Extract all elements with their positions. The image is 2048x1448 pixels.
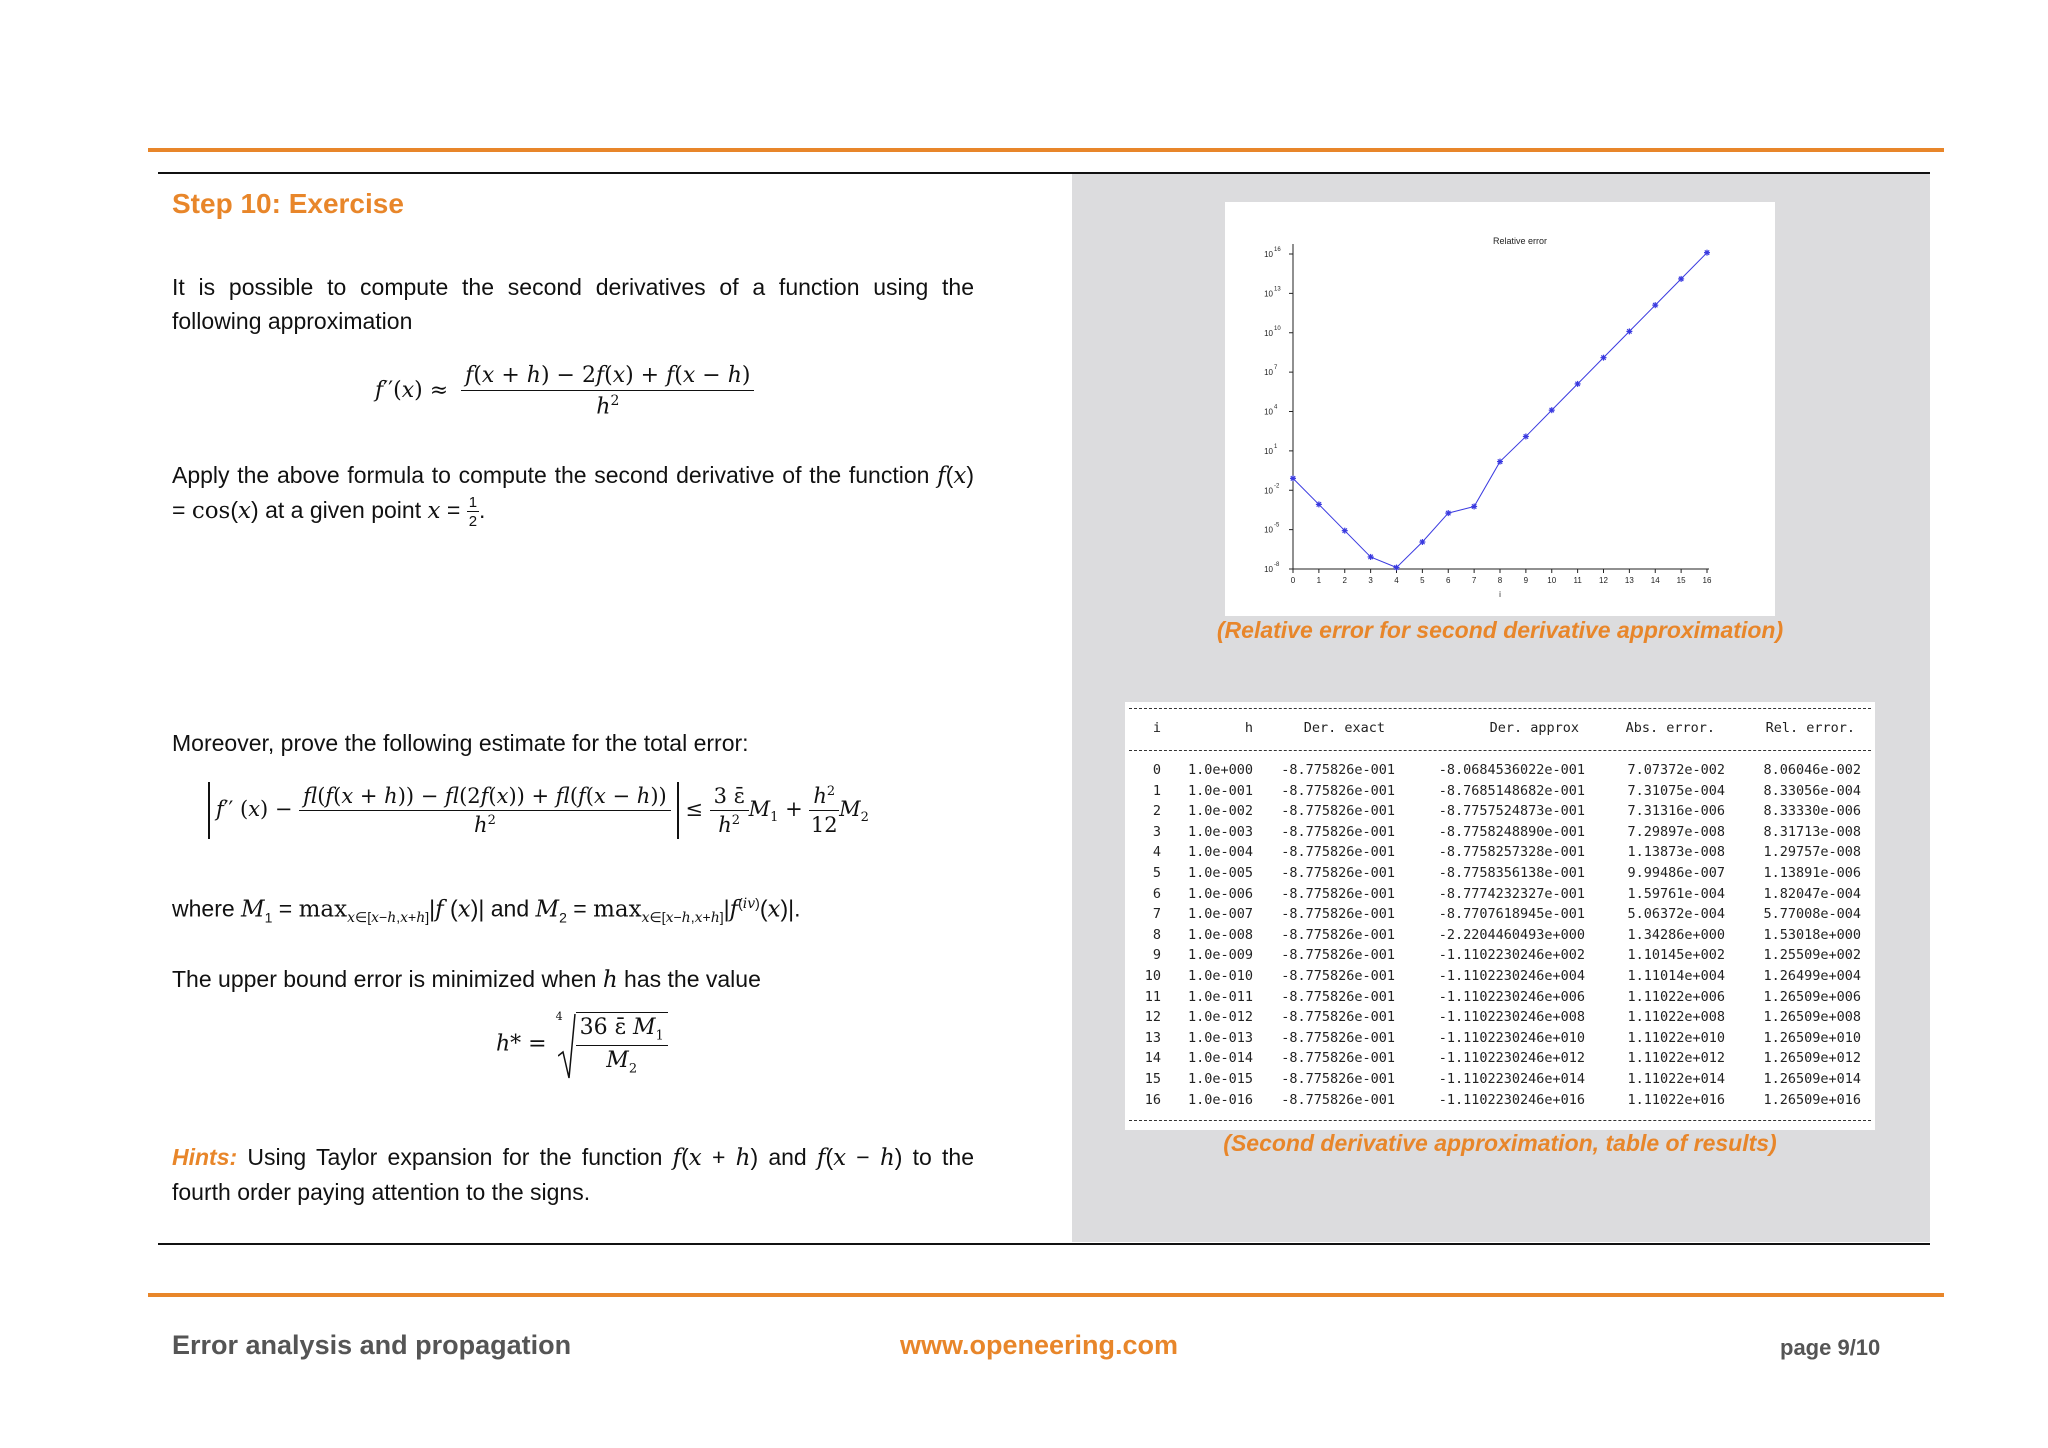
radical-icon	[558, 1012, 576, 1082]
table-cell: 1.11022e+016	[1627, 1091, 1725, 1108]
hints-and-text: and	[768, 1144, 807, 1170]
table-cell: 1.10145e+002	[1627, 947, 1725, 964]
table-cell: 1.26509e+008	[1763, 1009, 1861, 1026]
table-cell: 1.11022e+010	[1627, 1029, 1725, 1046]
x-tick-label: 2	[1342, 576, 1347, 585]
formula-second-derivative: f′′(x) ≈ $\frac{f(x + h) - 2f(x) + f(x - h)}{h^2}$	[375, 363, 754, 419]
table-cell: 5.06372e-004	[1627, 906, 1725, 923]
table-cell: 1.26509e+006	[1763, 988, 1861, 1005]
table-cell: 10	[1144, 968, 1161, 984]
table-row	[1125, 803, 1875, 823]
table-header-cell: i	[1152, 720, 1161, 736]
table-cell: 1.0e-014	[1187, 1050, 1253, 1067]
data-point	[1290, 475, 1296, 481]
table-cell: 1.82047e-004	[1763, 885, 1861, 902]
data-point	[1575, 381, 1581, 387]
where-paragraph: where $M_1 = \max_{x\in[x-h,x+h]}|f$ (x)| and $M_2 = \max_{x\in[x-h,x+h]}|f^{(iv)}(x)|$.	[172, 895, 801, 927]
table-cell: 1.26509e+016	[1763, 1091, 1861, 1108]
table-row	[1125, 927, 1875, 947]
data-point	[1419, 539, 1425, 545]
table-row	[1125, 865, 1875, 885]
table-cell: 1.13891e-006	[1763, 865, 1861, 881]
table-cell: 0	[1152, 762, 1161, 778]
upper-bound-text-2: has the value	[624, 966, 761, 992]
table-cell: 1.0e-004	[1187, 844, 1253, 861]
table-header-cell: Abs. error.	[1625, 720, 1715, 736]
data-point	[1316, 501, 1322, 507]
table-cell: 1.11022e+008	[1627, 1009, 1725, 1026]
formula-error-estimate: f′′ (x) − $\frac{fl(f(x + h)) - fl(2f(x)) + fl(f(x - h))}{h^2}$ ≤ $\frac{3 \varepsilon̄}{h^2}$ $M_1$ + $\frac{h^2}{12}$ $M_2$	[208, 782, 869, 839]
table-cell: -8.775826e-001	[1281, 1050, 1395, 1067]
table-cell: 7.07372e-002	[1627, 762, 1725, 778]
footer-rule	[148, 1293, 1944, 1297]
table-cell: 8.33056e-004	[1763, 782, 1861, 799]
table-row	[1125, 989, 1875, 1009]
content-bottom-rule	[158, 1243, 1930, 1245]
table-cell: -2.2204460493e+000	[1438, 926, 1585, 943]
table-cell: -8.775826e-001	[1281, 782, 1395, 799]
hints-label: Hints:	[172, 1144, 238, 1170]
data-point	[1704, 250, 1710, 256]
table-cell: 7.31316e-006	[1627, 803, 1725, 820]
x-tick-label: 15	[1676, 576, 1686, 585]
y-tick-label: 10	[1264, 565, 1273, 574]
table-cell: 1.0e-015	[1187, 1071, 1253, 1087]
table-cell: -8.7757524873e-001	[1438, 803, 1585, 820]
y-tick-label: 10	[1264, 368, 1273, 378]
table-cell: -8.775826e-001	[1281, 823, 1395, 840]
table-row	[1125, 762, 1875, 782]
where-text: where	[172, 895, 235, 922]
x-tick-label: 3	[1368, 576, 1373, 585]
table-row	[1125, 1009, 1875, 1029]
table-cell: 15	[1144, 1071, 1161, 1087]
table-row	[1125, 886, 1875, 906]
x-tick-label: 16	[1702, 576, 1712, 585]
results-table	[1125, 702, 1875, 1130]
and-text: and	[490, 895, 530, 922]
intro-text: It is possible to compute the second derivatives of a function using the following approximation	[172, 274, 974, 334]
data-point	[1445, 510, 1451, 516]
table-cell: -8.775826e-001	[1281, 865, 1395, 881]
x-tick-label: 11	[1573, 576, 1582, 585]
table-cell: 5.77008e-004	[1763, 906, 1861, 923]
table-cell: 1.26499e+004	[1763, 968, 1861, 984]
table-cell: 1.0e-009	[1187, 947, 1253, 964]
table-row	[1125, 906, 1875, 926]
table-cell: 1	[1152, 782, 1161, 799]
table-cell: 13	[1144, 1029, 1161, 1046]
x-tick-label: 8	[1497, 576, 1503, 585]
table-cell: 1.0e-006	[1187, 885, 1253, 902]
table-cell: 1.0e-012	[1187, 1009, 1253, 1026]
table-header-cell: Der. approx	[1489, 720, 1579, 736]
y-tick-exponent: 7	[1274, 365, 1278, 372]
apply-text-2: at a given point	[265, 497, 422, 523]
data-point	[1601, 355, 1607, 361]
table-cell: 1.59761e-004	[1627, 885, 1725, 902]
page-number: page 9/10	[1780, 1335, 1881, 1360]
x-tick-label: 4	[1394, 576, 1399, 585]
table-cell: 1.29757e-008	[1763, 844, 1861, 861]
table-cell: -1.1102230246e+002	[1438, 947, 1585, 964]
table-cell: 1.0e-007	[1187, 906, 1253, 923]
table-cell: -8.775826e-001	[1281, 968, 1395, 984]
table-cell: 1.0e-011	[1187, 988, 1253, 1005]
x-tick-label: 0	[1290, 576, 1296, 585]
table-cell: 1.0e-016	[1187, 1091, 1253, 1108]
x-tick-label: 13	[1624, 576, 1634, 585]
table-cell: -8.7774232327e-001	[1438, 885, 1585, 902]
y-tick-exponent: -5	[1274, 522, 1280, 529]
x-axis-label: i	[1499, 590, 1501, 599]
relative-error-chart	[1225, 202, 1775, 616]
y-tick-exponent: 10	[1274, 325, 1281, 332]
table-cell: 1.53018e+000	[1763, 926, 1861, 943]
y-tick-exponent: 16	[1274, 247, 1281, 253]
table-cell: 4	[1152, 844, 1161, 861]
table-row	[1125, 824, 1875, 844]
intro-paragraph	[172, 270, 974, 338]
table-row	[1125, 1030, 1875, 1050]
table-rule-header	[1129, 750, 1871, 751]
footer-website-link[interactable]: www.openeering.com	[900, 1330, 1179, 1360]
table-header-cell: Rel. error.	[1765, 720, 1855, 736]
x-tick-label: 7	[1471, 576, 1477, 585]
table-cell: -8.775826e-001	[1281, 1029, 1395, 1046]
table-cell: -8.775826e-001	[1281, 1091, 1395, 1108]
table-cell: 6	[1152, 885, 1161, 902]
table-rule-bottom	[1129, 1120, 1871, 1121]
data-point	[1497, 459, 1503, 465]
table-cell: 14	[1144, 1050, 1161, 1067]
table-cell: 1.26509e+012	[1763, 1050, 1861, 1067]
table-cell: 1.25509e+002	[1763, 947, 1861, 964]
table-row	[1125, 1050, 1875, 1070]
table-cell: 1.0e+000	[1187, 762, 1253, 778]
hints-to-text: to	[912, 1144, 932, 1170]
table-header-cell: Der. exact	[1303, 720, 1385, 736]
table-row	[1125, 1071, 1875, 1091]
table-cell: 1.0e-008	[1187, 926, 1253, 943]
table-cell: -8.7758356138e-001	[1438, 865, 1585, 881]
table-row	[1125, 844, 1875, 864]
table-row	[1125, 783, 1875, 803]
hints-paragraph: Hints: Using Taylor expansion for the function f(x + h) and f(x − h) to the fourth order paying attention to the signs.	[172, 1144, 975, 1205]
apply-text: Apply the above formula to compute the second derivative of the function	[172, 462, 930, 488]
table-cell: -8.775826e-001	[1281, 803, 1395, 820]
table-cell: -1.1102230246e+004	[1438, 968, 1585, 984]
table-cell: -8.775826e-001	[1281, 762, 1395, 778]
table-cell: 8.31713e-008	[1763, 823, 1861, 840]
moreover-text: Moreover, prove the following estimate for the total error:	[172, 730, 749, 756]
table-cell: 1.11022e+014	[1627, 1071, 1725, 1087]
table-cell: -8.775826e-001	[1281, 926, 1395, 943]
table-cell: -8.7758257328e-001	[1438, 844, 1585, 861]
y-tick-label: 10	[1264, 289, 1273, 299]
y-tick-label: 10	[1264, 250, 1273, 259]
table-cell: 7	[1152, 906, 1161, 923]
table-cell: 1.0e-001	[1187, 782, 1253, 799]
footer-title: Error analysis and propagation	[172, 1330, 572, 1360]
table-cell: 2	[1152, 803, 1161, 820]
header-rule	[148, 148, 1944, 152]
table-cell: 7.29897e-008	[1627, 823, 1725, 840]
table-cell: 9.99486e-007	[1627, 865, 1725, 881]
plot-caption: (Relative error for second derivative approximation)	[1216, 617, 1784, 643]
y-tick-label: 10	[1264, 486, 1273, 496]
y-tick-exponent: 1	[1274, 443, 1278, 450]
table-cell: -8.7707618945e-001	[1438, 906, 1585, 923]
table-cell: -8.775826e-001	[1281, 906, 1395, 923]
page-title: Step 10: Exercise	[172, 188, 404, 219]
table-cell: 1.11022e+012	[1627, 1050, 1725, 1067]
table-cell: -8.7685148682e-001	[1438, 782, 1585, 799]
table-cell: 3	[1152, 823, 1161, 840]
table-cell: -1.1102230246e+010	[1438, 1029, 1585, 1046]
table-cell: -8.775826e-001	[1281, 988, 1395, 1005]
x-tick-label: 10	[1547, 576, 1557, 585]
x-tick-label: 14	[1650, 576, 1660, 585]
apply-paragraph: Apply the above formula to compute the second derivative of the function f(x) = cos(x) at a given point x = $\frac{1}{2}$ .	[172, 462, 974, 530]
table-cell: 8.06046e-002	[1763, 762, 1861, 778]
table-cell: 8.33330e-006	[1763, 803, 1861, 820]
table-cell: 1.0e-003	[1187, 823, 1253, 840]
table-cell: 1.13873e-008	[1627, 844, 1725, 861]
upper-bound-paragraph: The upper bound error is minimized when h has the value	[172, 966, 761, 993]
table-cell: 5	[1152, 865, 1161, 881]
table-row	[1125, 947, 1875, 967]
x-tick-label: 9	[1523, 576, 1529, 585]
series-line	[1293, 253, 1707, 568]
y-tick-exponent: -8	[1274, 562, 1280, 568]
table-cell: -1.1102230246e+014	[1438, 1071, 1585, 1087]
x-tick-label: 12	[1599, 576, 1608, 585]
y-tick-label: 10	[1264, 328, 1273, 338]
hints-text-2: the fourth order paying attention to the signs.	[172, 1144, 975, 1205]
data-point	[1626, 328, 1632, 334]
data-point	[1523, 433, 1529, 439]
table-cell: 1.26509e+010	[1763, 1029, 1861, 1046]
table-cell: -8.775826e-001	[1281, 1071, 1395, 1087]
y-tick-exponent: 4	[1274, 404, 1278, 411]
table-cell: -8.7758248890e-001	[1438, 823, 1585, 840]
table-cell: 1.0e-002	[1187, 803, 1253, 820]
x-tick-label: 5	[1420, 576, 1425, 585]
table-cell: -8.775826e-001	[1281, 885, 1395, 902]
table-cell: 1.26509e+014	[1763, 1071, 1861, 1087]
table-cell: 7.31075e-004	[1627, 782, 1725, 799]
table-header-cell: h	[1244, 720, 1253, 736]
table-cell: 16	[1144, 1091, 1161, 1108]
moreover-paragraph	[172, 726, 974, 760]
y-tick-label: 10	[1264, 407, 1273, 417]
table-header-row	[1125, 720, 1875, 740]
table-caption: (Second derivative approximation, table of results)	[1223, 1130, 1777, 1156]
table-row	[1125, 1092, 1875, 1112]
data-point	[1368, 554, 1374, 560]
table-cell: -1.1102230246e+008	[1438, 1009, 1585, 1026]
table-cell: 1.34286e+000	[1627, 926, 1725, 943]
table-cell: 8	[1152, 926, 1161, 943]
table-cell: 12	[1144, 1009, 1161, 1026]
data-point	[1342, 528, 1348, 534]
data-point	[1394, 565, 1400, 571]
y-tick-exponent: 13	[1274, 286, 1281, 293]
table-cell: 1.0e-005	[1187, 865, 1253, 881]
upper-bound-text: The upper bound error is minimized when	[172, 966, 597, 992]
table-rule-top	[1129, 708, 1871, 709]
chart-title: Relative error	[1492, 236, 1548, 246]
data-point	[1652, 302, 1658, 308]
data-point	[1471, 504, 1477, 510]
table-cell: 1.0e-010	[1187, 968, 1253, 984]
data-point	[1678, 276, 1684, 282]
table-cell: -1.1102230246e+016	[1438, 1091, 1585, 1108]
table-cell: 11	[1144, 988, 1161, 1005]
formula-optimal-h: h* = 4 $\frac{36 \varepsilon̄ M_1}{M_2}$	[496, 1012, 668, 1077]
table-cell: 1.11014e+004	[1627, 968, 1725, 984]
table-cell: -1.1102230246e+012	[1438, 1050, 1585, 1067]
table-cell: -8.0684536022e-001	[1438, 762, 1585, 778]
relative-error-plot	[1225, 202, 1775, 616]
table-cell: -8.775826e-001	[1281, 947, 1395, 964]
table-cell: 1.0e-013	[1187, 1029, 1253, 1046]
table-row	[1125, 968, 1875, 988]
data-point	[1549, 407, 1555, 413]
table-cell: -1.1102230246e+006	[1438, 988, 1585, 1005]
y-tick-label: 10	[1264, 525, 1273, 535]
y-tick-exponent: -2	[1274, 483, 1280, 490]
x-tick-label: 6	[1446, 576, 1451, 585]
table-cell: -8.775826e-001	[1281, 844, 1395, 861]
table-cell: -8.775826e-001	[1281, 1009, 1395, 1026]
table-cell: 9	[1152, 947, 1161, 964]
table-cell: 1.11022e+006	[1627, 988, 1725, 1005]
hints-text: Using Taylor expansion for the function	[247, 1144, 663, 1170]
x-tick-label: 1	[1316, 576, 1322, 585]
y-tick-label: 10	[1264, 446, 1273, 456]
